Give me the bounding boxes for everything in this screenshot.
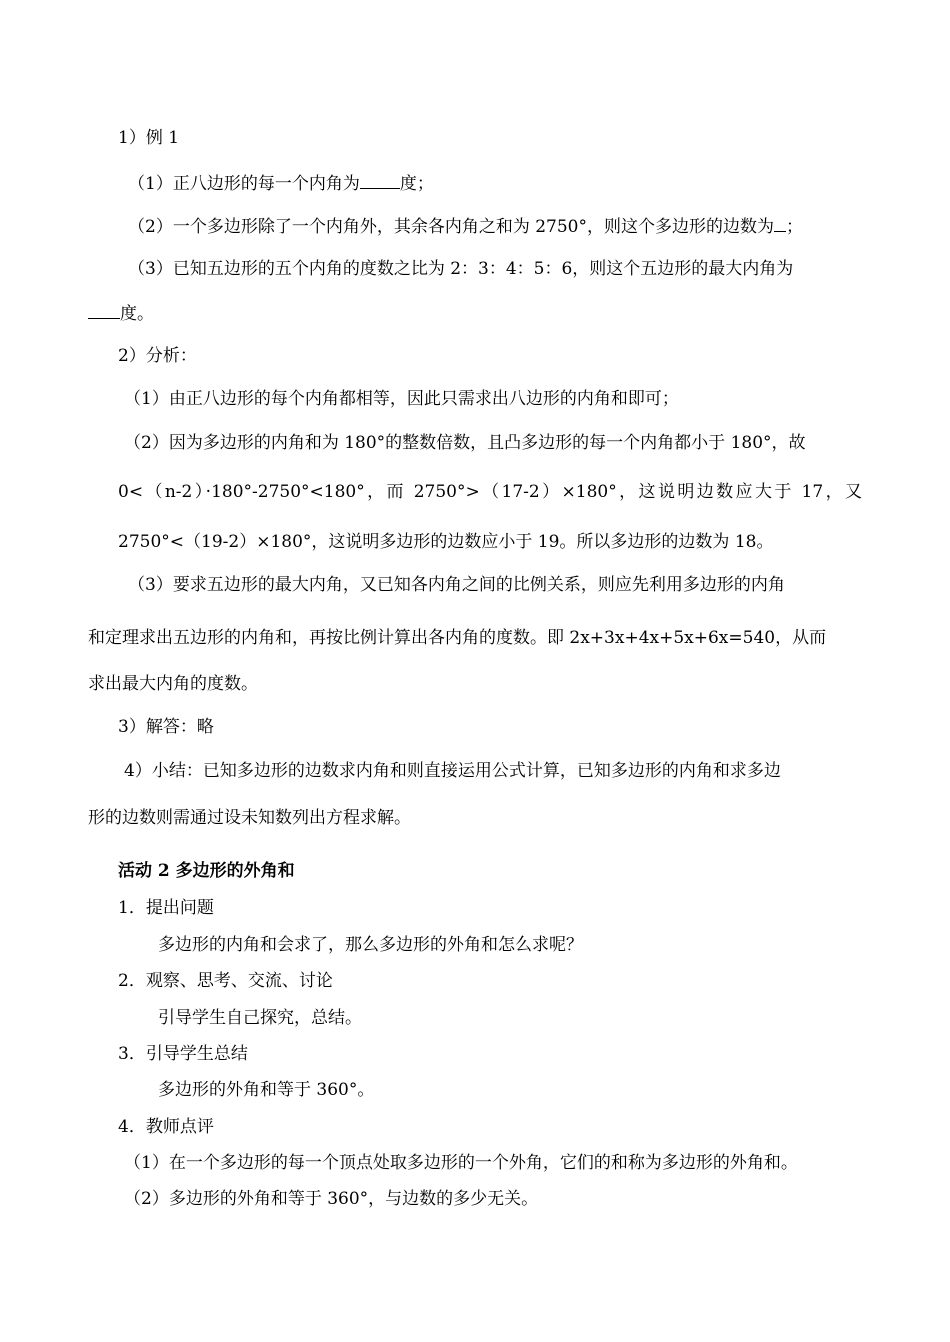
question-3-suffix: 度。 — [120, 304, 154, 324]
analysis-paragraph-3-line-3: 求出最大内角的度数。 — [88, 674, 258, 694]
question-1 — [128, 170, 434, 196]
analysis-paragraph-1: （1）由正八边形的每个内角都相等，因此只需求出八边形的内角和即可； — [124, 389, 679, 409]
analysis-paragraph-2-line-3: 2750°<（19-2）×180°，这说明多边形的边数应小于 19。所以多边形的边数为 18。 — [118, 532, 774, 552]
answer-blank — [774, 213, 786, 232]
step-3-heading: 3．引导学生总结 — [118, 1044, 248, 1064]
answer-blank — [360, 170, 400, 189]
step-4-heading: 4．教师点评 — [118, 1117, 214, 1137]
step-1-heading: 1．提出问题 — [118, 898, 214, 918]
summary-line-1: 4）小结：已知多边形的边数求内角和则直接运用公式计算，已知多边形的内角和求多边 — [124, 761, 781, 781]
analysis-paragraph-3: （3）要求五边形的最大内角，又已知各内角之间的比例关系，则应先利用多边形的内角 — [128, 575, 785, 595]
analysis-paragraph-2: （2）因为多边形的内角和为 180°的整数倍数，且凸多边形的每一个内角都小于 180°，故 — [124, 433, 806, 453]
activity-2-title: 活动 2 多边形的外角和 — [118, 861, 295, 881]
analysis-paragraph-2-line-2: 0<（n-2）·180°-2750°<180°，而 2750°>（17-2）×180°，这说明边数应大于 17，又 — [118, 482, 862, 502]
summary-line-2: 形的边数则需通过设未知数列出方程求解。 — [88, 808, 411, 828]
question-3-continued — [88, 300, 154, 326]
question-1-text: （1）正八边形的每一个内角为 — [128, 174, 360, 194]
step-4-point-1: （1）在一个多边形的每一个顶点处取多边形的一个外角，它们的和称为多边形的外角和。 — [124, 1153, 798, 1173]
step-4-point-2: （2）多边形的外角和等于 360°，与边数的多少无关。 — [124, 1189, 539, 1209]
step-1-text: 多边形的内角和会求了，那么多边形的外角和怎么求呢？ — [158, 935, 583, 955]
step-2-heading: 2．观察、思考、交流、讨论 — [118, 971, 333, 991]
step-3-text: 多边形的外角和等于 360°。 — [158, 1080, 375, 1100]
answer-blank — [88, 300, 120, 319]
answer-line: 3）解答：略 — [118, 717, 214, 737]
example-heading: 1）例 1 — [118, 128, 180, 148]
step-2-text: 引导学生自己探究，总结。 — [158, 1008, 362, 1028]
question-1-suffix: 度； — [399, 174, 434, 194]
question-2 — [128, 213, 803, 239]
question-3: （3）已知五边形的五个内角的度数之比为 2：3：4：5：6，则这个五边形的最大内角为 — [128, 259, 794, 279]
question-2-text: （2）一个多边形除了一个内角外，其余各内角之和为 2750°，则这个多边形的边数为 — [128, 217, 774, 237]
analysis-heading: 2）分析： — [118, 346, 197, 366]
analysis-paragraph-3-line-2: 和定理求出五边形的内角和，再按比例计算出各内角的度数。即 2x+3x+4x+5x+6x=540，从而 — [88, 628, 827, 648]
question-2-suffix: ； — [785, 217, 803, 237]
